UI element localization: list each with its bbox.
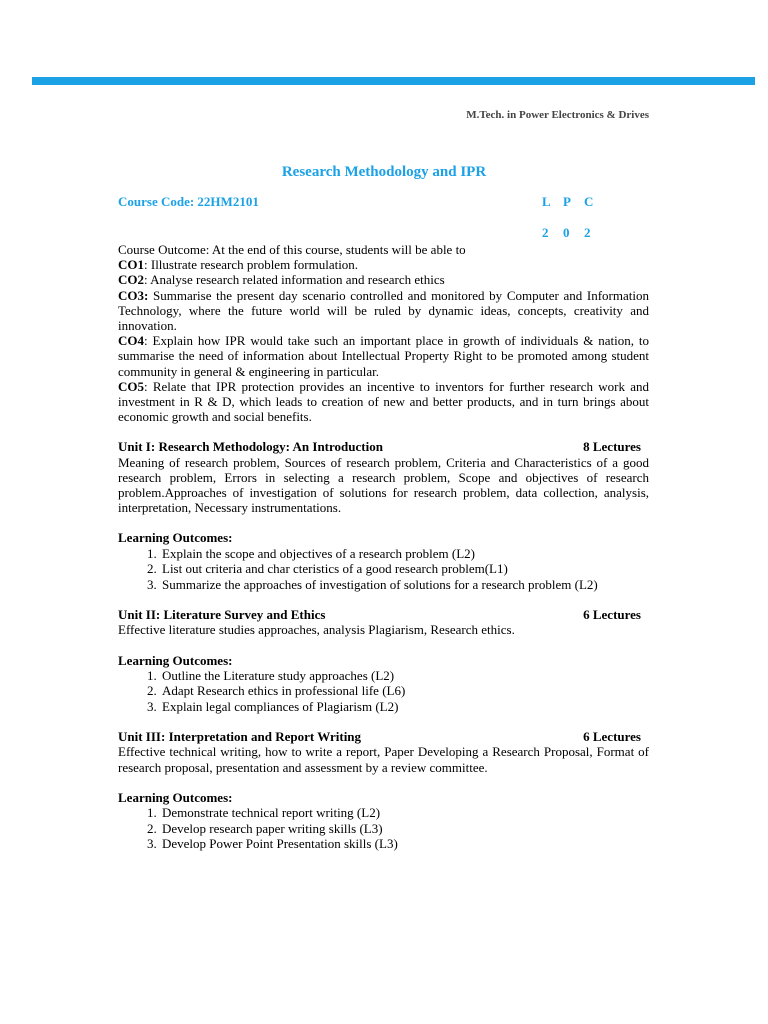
list-item: 3. Explain legal compliances of Plagiarism (L2) bbox=[160, 699, 649, 715]
ltpc-value-c: 2 bbox=[584, 225, 591, 240]
co-text: : Relate that IPR protection provides an incentive to inventors for further research work and investment in R & D, which leads to creation of new and better products, and in turn brings about economic growth and social benefits. bbox=[118, 378, 649, 425]
unit-title: Unit III: Interpretation and Report Writing bbox=[118, 729, 362, 745]
learning-outcomes-heading: Learning Outcomes: bbox=[118, 652, 233, 668]
course-code: Course Code: 22HM2101 bbox=[118, 194, 259, 209]
outcome-intro: Course Outcome: At the end of this course, students will be able to bbox=[118, 242, 466, 257]
unit-1-heading bbox=[118, 439, 649, 454]
ltpc-value-l: 2 bbox=[542, 225, 549, 240]
list-item: 1. Outline the Literature study approaches (L2) bbox=[160, 668, 649, 684]
unit-3-heading bbox=[118, 729, 649, 744]
unit-2-body: Effective literature studies approaches, analysis Plagiarism, Research ethics. bbox=[118, 622, 515, 638]
list-item: 2. Develop research paper writing skills (L3) bbox=[160, 821, 649, 837]
program-header: M.Tech. in Power Electronics & Drives bbox=[466, 109, 649, 121]
list-item: 2. List out criteria and char cteristics of a good research problem(L1) bbox=[160, 561, 649, 577]
learning-outcomes-heading: Learning Outcomes: bbox=[118, 789, 233, 805]
learning-outcomes-heading: Learning Outcomes: bbox=[118, 530, 233, 546]
ltpc-label-l: L bbox=[542, 194, 551, 209]
unit-lectures: 6 Lectures bbox=[583, 729, 641, 745]
ltpc-value-p: 0 bbox=[563, 225, 570, 240]
course-content bbox=[118, 242, 649, 852]
course-title: Research Methodology and IPR bbox=[281, 164, 487, 180]
co-text: Summarise the present day scenario controlled and monitored by Computer and Information Technology, where the future world will be ruled by dynamic ideas, concepts, creativity and innovation. bbox=[118, 287, 649, 334]
unit-title: Unit I: Research Methodology: An Introduction bbox=[118, 439, 383, 455]
co-code: CO2 bbox=[118, 272, 144, 288]
unit-1-body: Meaning of research problem, Sources of research problem, Criteria and Characteristics of a good research problem, Errors in selecting a research problem, Scope and objectives of research problem.Approaches of investigation of solutions for research problem, data collection, analysis, interpretation, Necessary instrumentations. bbox=[118, 454, 649, 516]
ltpc-label-c: C bbox=[584, 194, 594, 209]
unit-2-outcomes bbox=[118, 668, 649, 715]
list-item: 3. Summarize the approaches of investigation of solutions for a research problem (L2) bbox=[160, 577, 649, 593]
unit-2-heading bbox=[118, 607, 649, 622]
co-text: : Explain how IPR would take such an important place in growth of individuals & nation, to summarise the need of information about Intellectual Property Right to be promoted among student community in general & engineering in particular. bbox=[118, 333, 649, 379]
unit-lectures: 6 Lectures bbox=[583, 607, 641, 623]
co-code: CO4 bbox=[118, 333, 144, 349]
list-item: 1. Explain the scope and objectives of a research problem (L2) bbox=[160, 546, 649, 562]
ltpc-values bbox=[542, 225, 622, 241]
list-item: 3. Develop Power Point Presentation skills (L3) bbox=[160, 836, 649, 852]
ltpc-label-p: P bbox=[563, 194, 571, 209]
header-accent-bar bbox=[32, 77, 755, 85]
ltpc-labels bbox=[542, 194, 622, 210]
unit-lectures: 8 Lectures bbox=[583, 439, 641, 455]
unit-3-body: Effective technical writing, how to write a report, Paper Developing a Research Proposal, Format of research proposal, presentation and assessment by a review committee. bbox=[118, 744, 649, 775]
unit-1-outcomes bbox=[118, 546, 649, 593]
course-outcome-1 bbox=[118, 257, 649, 272]
co-code: CO1 bbox=[118, 257, 144, 273]
course-outcome-5 bbox=[118, 379, 649, 425]
co-code: CO3: bbox=[118, 287, 149, 303]
course-outcome-3 bbox=[118, 288, 649, 334]
course-outcome-2 bbox=[118, 272, 649, 287]
list-item: 2. Adapt Research ethics in professional life (L6) bbox=[160, 683, 649, 699]
co-text: : Analyse research related information and research ethics bbox=[144, 272, 445, 288]
co-text: : Illustrate research problem formulation. bbox=[144, 257, 359, 273]
co-code: CO5 bbox=[118, 378, 144, 394]
course-outcome-4 bbox=[118, 333, 649, 379]
list-item: 1. Demonstrate technical report writing (L2) bbox=[160, 805, 649, 821]
unit-title: Unit II: Literature Survey and Ethics bbox=[118, 607, 326, 623]
unit-3-outcomes bbox=[118, 805, 649, 852]
